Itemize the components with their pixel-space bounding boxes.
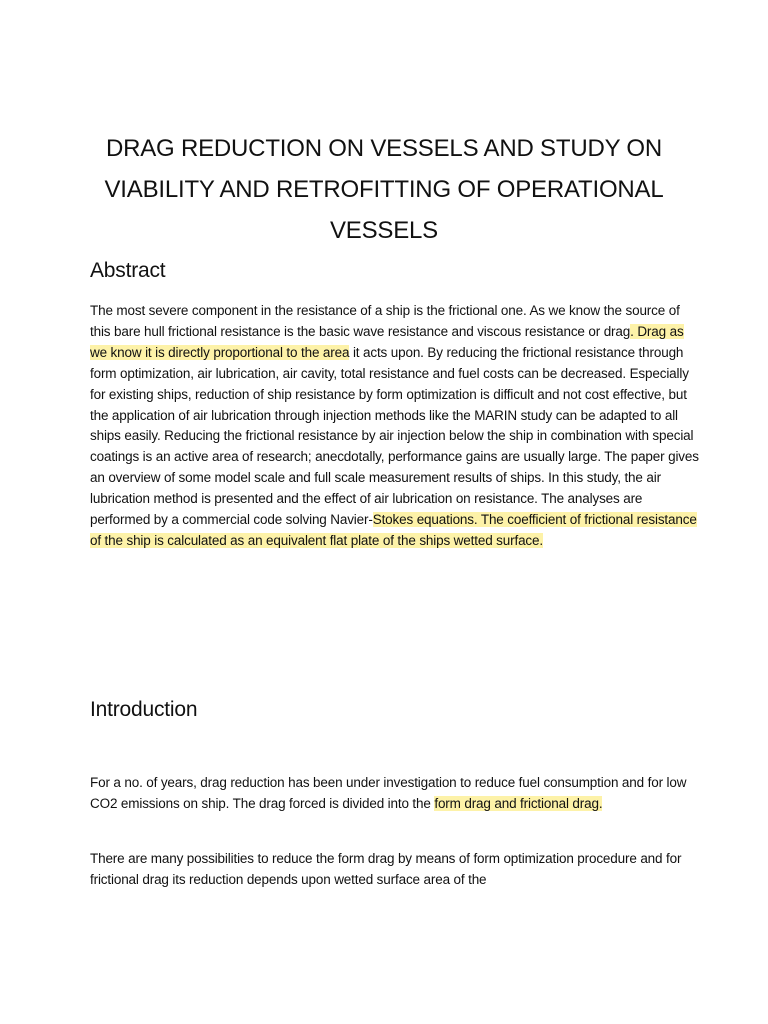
- abstract-paragraph: [90, 301, 700, 552]
- document-title: DRAG REDUCTION ON VESSELS AND STUDY ON VIABILITY AND RETROFITTING OF OPERATIONAL VESSELS: [104, 135, 664, 244]
- introduction-paragraph-1: [90, 773, 700, 815]
- abstract-highlight-1: . Drag as we know it is directly proportional to the area: [90, 323, 684, 360]
- introduction-highlight-1: form drag and frictional drag.: [434, 795, 603, 811]
- abstract-text-1: The most severe component in the resistance of a ship is the frictional one. As we know the source of this bare hull frictional resistance is the basic wave resistance and viscous resistance or drag: [90, 303, 680, 339]
- introduction-text-1: For a no. of years, drag reduction has been under investigation to reduce fuel consumption and for low CO2 emissions on ship. The drag forced is divided into the: [90, 775, 687, 811]
- abstract-highlight-2: Stokes equations. The coefficient of frictional resistance of the ship is calculated as an equivalent flat plate of the ships wetted surface.: [90, 512, 697, 548]
- introduction-heading: Introduction: [90, 698, 198, 721]
- abstract-heading: Abstract: [90, 259, 166, 282]
- introduction-paragraph-2: There are many possibilities to reduce the form drag by means of form optimization procedure and for frictional drag its reduction depends upon wetted surface area of the: [90, 851, 682, 887]
- abstract-text-2: it acts upon. By reducing the frictional resistance through form optimization, air lubrication, air cavity, total resistance and fuel costs can be decreased. Especially for existing ships, reduction of ship resistance by form optimization is difficult and not cost effective, but the application of air lubrication through injection methods like the MARIN study can be adapted to all ships easily. Reducing the frictional resistance by air injection below the ship in combination with special coatings is an active area of research; anecdotally, performance gains are usually large. The paper gives an overview of some model scale and full scale measurement results of ships. In this study, the air lubrication method is presented and the effect of air lubrication on resistance. The analyses are performed by a commercial code solving Navier-: [90, 344, 699, 528]
